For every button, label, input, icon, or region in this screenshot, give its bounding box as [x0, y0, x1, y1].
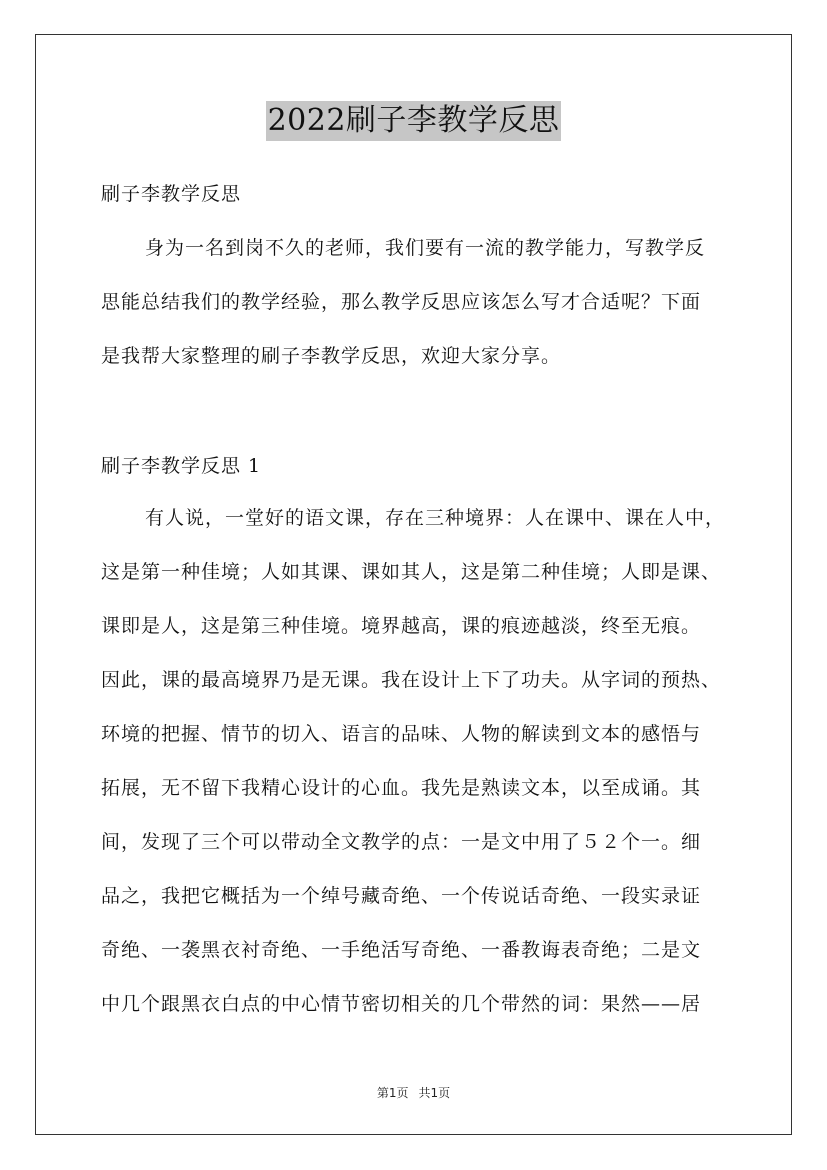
intro-line: 思能总结我们的教学经验，那么教学反思应该怎么写才合适呢？下面: [101, 291, 702, 313]
page-number: 第1页: [376, 1086, 409, 1100]
section-heading: 刷子李教学反思 1: [101, 455, 262, 477]
section-paragraph: [101, 491, 741, 1031]
section-line: 间，发现了三个可以带动全文教学的点：一是文中用了５２个一。细: [101, 831, 702, 853]
section-line: 有人说，一堂好的语文课，存在三种境界：人在课中、课在人中，: [145, 507, 726, 529]
page-total: 共1页: [418, 1086, 451, 1100]
section-line: 环境的把握、情节的切入、语言的品味、人物的解读到文本的感悟与: [101, 723, 702, 745]
document-subtitle: 刷子李教学反思: [101, 183, 242, 205]
title-container: [0, 101, 827, 141]
section-line: 奇绝、一袭黑衣衬奇绝、一手绝活写奇绝、一番教诲表奇绝；二是文: [101, 939, 702, 961]
intro-paragraph: [101, 221, 741, 383]
section-line: 品之，我把它概括为一个绰号藏奇绝、一个传说话奇绝、一段实录证: [101, 885, 702, 907]
intro-line: 是我帮大家整理的刷子李教学反思，欢迎大家分享。: [101, 345, 562, 367]
document-title: 2022刷子李教学反思: [266, 101, 562, 141]
section-line: 中几个跟黑衣白点的中心情节密切相关的几个带然的词：果然——居: [101, 993, 702, 1015]
intro-line: 身为一名到岗不久的老师，我们要有一流的教学能力，写教学反: [145, 237, 706, 259]
section-line: 拓展，无不留下我精心设计的心血。我先是熟读文本，以至成诵。其: [101, 777, 702, 799]
page-footer: [0, 1084, 827, 1101]
section-line: 这是第一种佳境；人如其课、课如其人，这是第二种佳境；人即是课、: [101, 561, 722, 583]
section-line: 课即是人，这是第三种佳境。境界越高，课的痕迹越淡，终至无痕。: [101, 615, 702, 637]
section-line: 因此，课的最高境界乃是无课。我在设计上下了功夫。从字词的预热、: [101, 669, 722, 691]
